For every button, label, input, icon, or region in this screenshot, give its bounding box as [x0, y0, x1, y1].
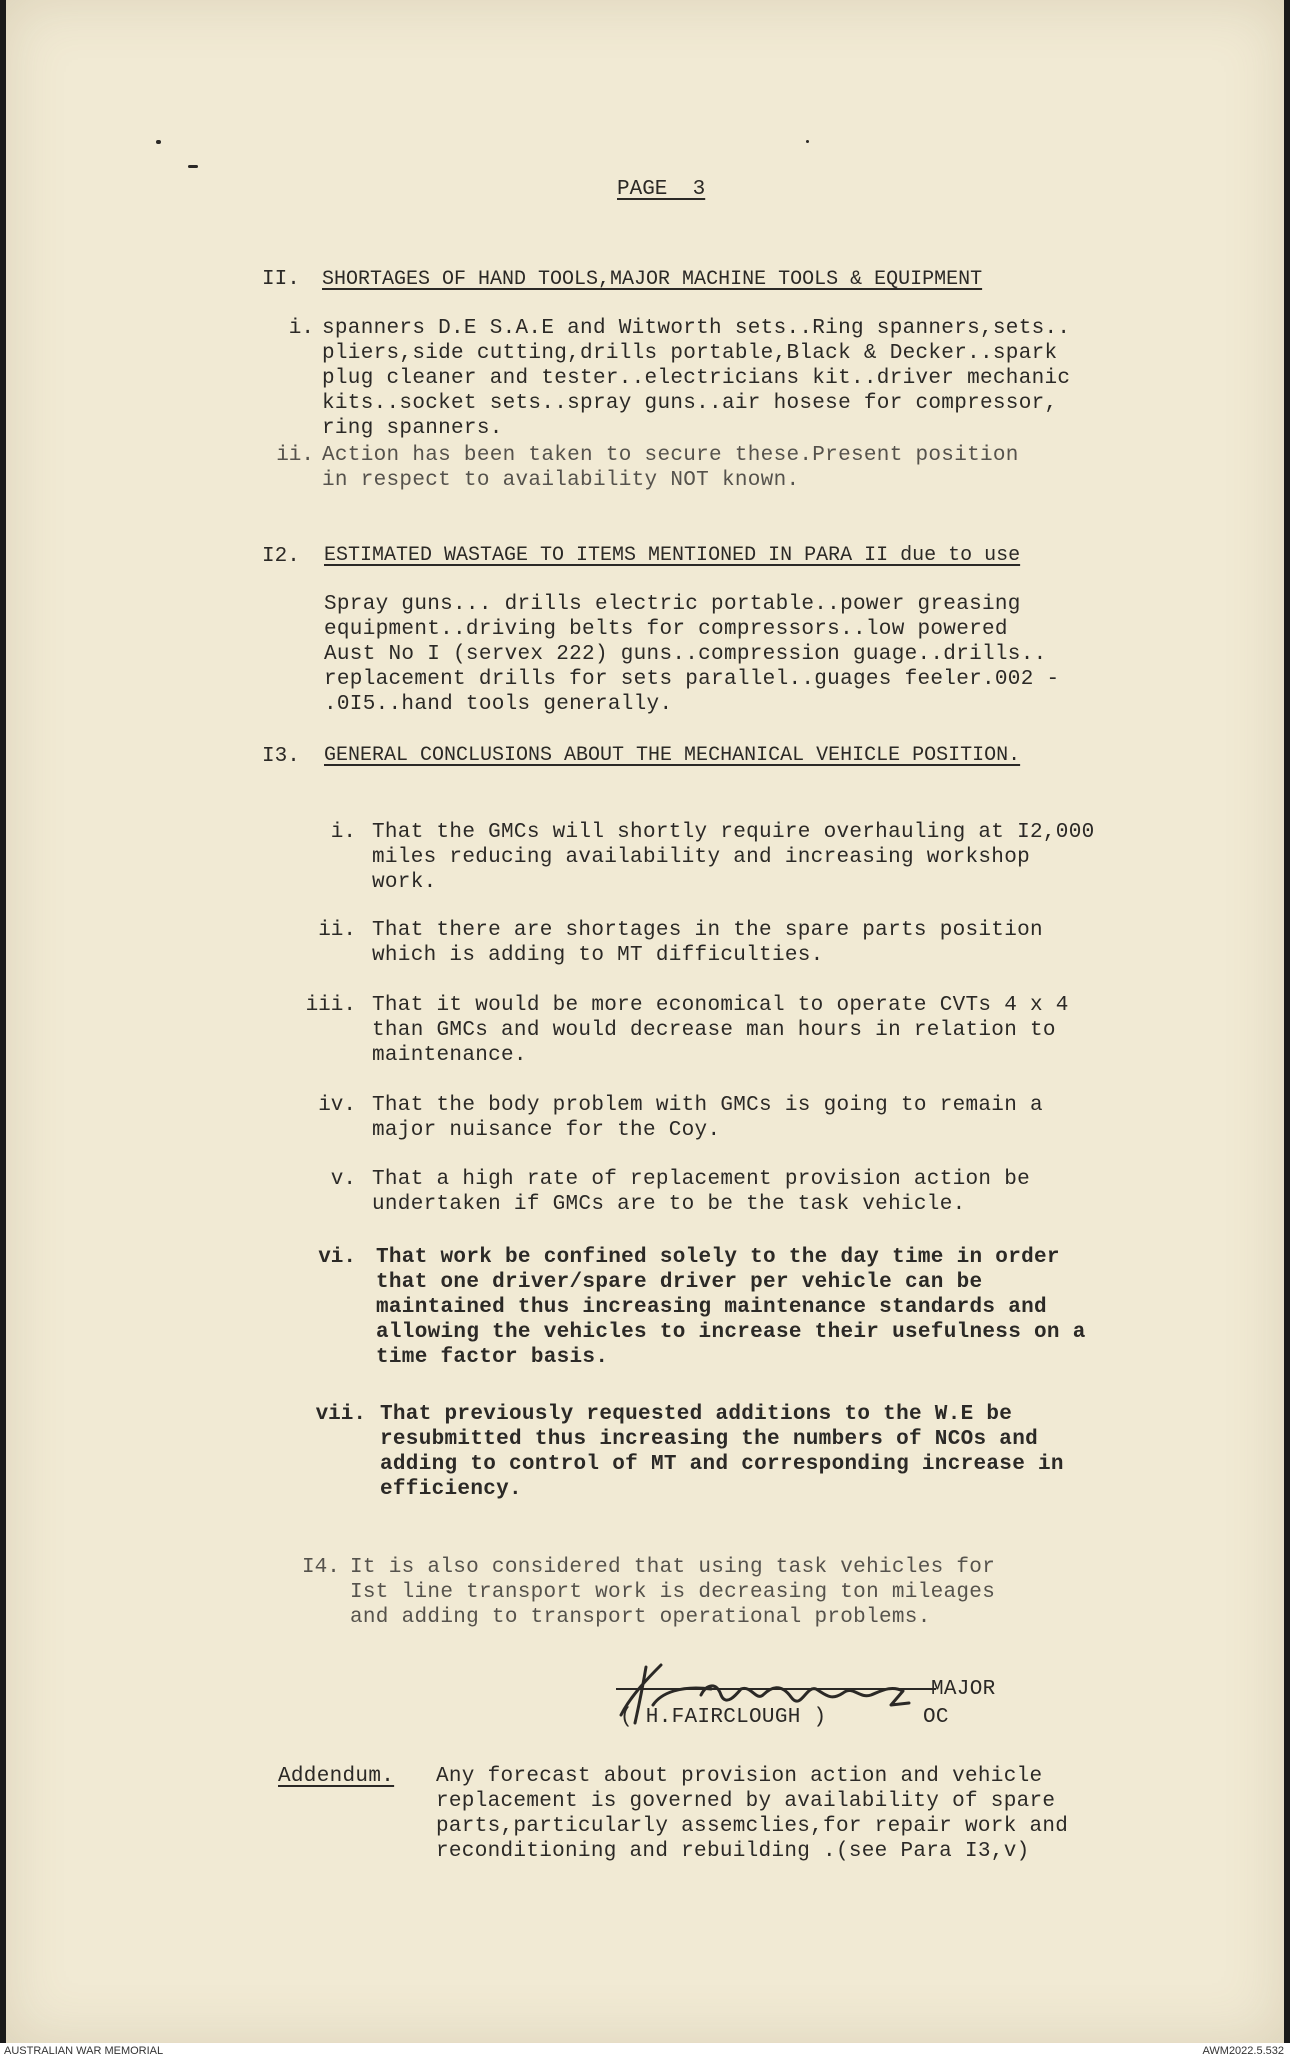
item-line: allowing the vehicles to increase their usefulness on a	[376, 1321, 1086, 1344]
item-line: That the body problem with GMCs is going to remain a	[372, 1094, 1043, 1117]
item-line: kits..socket sets..spray guns..air hosese for compressor,	[322, 392, 1058, 415]
footer-institution: AUSTRALIAN WAR MEMORIAL	[4, 2045, 164, 2057]
item-line: in respect to availability NOT known.	[322, 469, 800, 492]
section-heading: SHORTAGES OF HAND TOOLS,MAJOR MACHINE TOOLS & EQUIPMENT	[322, 268, 983, 291]
item-line: That it would be more economical to operate CVTs 4 x 4	[372, 994, 1069, 1017]
item-line: That there are shortages in the spare parts position	[372, 919, 1043, 942]
item-marker: iii.	[305, 994, 356, 1017]
body-line: Spray guns... drills electric portable..power greasing	[324, 593, 1021, 616]
signatory-role: OC	[923, 1706, 949, 1729]
addendum-line: Any forecast about provision action and vehicle	[436, 1765, 1043, 1788]
paper-speck	[188, 165, 198, 168]
item-line: maintenance.	[372, 1044, 527, 1067]
item-line: which is adding to MT difficulties.	[372, 944, 824, 967]
signature-line	[616, 1688, 936, 1690]
addendum-line: replacement is governed by availability of spare	[436, 1790, 1056, 1813]
body-line: replacement drills for sets parallel..guages feeler.002 -	[324, 668, 1060, 691]
item-marker: vii.	[315, 1403, 366, 1426]
item-marker: iv.	[318, 1094, 356, 1117]
item-line: that one driver/spare driver per vehicle can be	[376, 1271, 983, 1294]
section-number: I3.	[262, 745, 300, 768]
paper-speck	[156, 140, 161, 144]
item-line: Action has been taken to secure these.Present position	[322, 444, 1019, 467]
paper-speck	[806, 140, 809, 143]
item-line: efficiency.	[380, 1478, 522, 1501]
body-line: .0I5..hand tools generally.	[324, 693, 673, 716]
item-marker: v.	[330, 1168, 356, 1191]
item-line: That previously requested additions to the W.E be	[380, 1403, 1013, 1426]
body-line: and adding to transport operational problems.	[350, 1606, 931, 1629]
item-line: That a high rate of replacement provision action be	[372, 1168, 1031, 1191]
section-heading: ESTIMATED WASTAGE TO ITEMS MENTIONED IN PARA II due to use	[324, 544, 1021, 567]
item-line: undertaken if GMCs are to be the task vehicle.	[372, 1193, 966, 1216]
item-line: work.	[372, 871, 437, 894]
item-line: That work be confined solely to the day time in order	[376, 1246, 1060, 1269]
body-line: Ist line transport work is decreasing ton mileages	[350, 1581, 996, 1604]
item-line: than GMCs and would decrease man hours in relation to	[372, 1019, 1056, 1042]
addendum-label: Addendum.	[278, 1765, 395, 1788]
signatory-name: ( H.FAIRCLOUGH )	[620, 1706, 827, 1729]
item-line: pliers,side cutting,drills portable,Black & Decker..spark	[322, 342, 1058, 365]
document-page	[6, 0, 1284, 2043]
section-heading: GENERAL CONCLUSIONS ABOUT THE MECHANICAL VEHICLE POSITION.	[324, 744, 1021, 767]
section-number: I2.	[262, 545, 300, 568]
item-line: adding to control of MT and corresponding increase in	[380, 1453, 1064, 1476]
item-line: ring spanners.	[322, 417, 503, 440]
item-line: That the GMCs will shortly require overhauling at I2,000	[372, 821, 1095, 844]
item-line: resubmitted thus increasing the numbers of NCOs and	[380, 1428, 1039, 1451]
section-number: II.	[262, 268, 300, 291]
item-line: spanners D.E S.A.E and Witworth sets..Ring spanners,sets..	[322, 317, 1071, 340]
body-line: Aust No I (servex 222) guns..compression guage..drills..	[324, 643, 1047, 666]
body-line: It is also considered that using task vehicles for	[350, 1556, 996, 1579]
item-line: major nuisance for the Coy.	[372, 1119, 721, 1142]
addendum-line: reconditioning and rebuilding .(see Para I3,v)	[436, 1840, 1030, 1863]
item-marker: i.	[330, 821, 356, 844]
archive-footer	[0, 2043, 1290, 2061]
signatory-rank: MAJOR	[931, 1678, 996, 1701]
page-label: PAGE 3	[617, 178, 706, 201]
item-marker: vi.	[318, 1246, 356, 1269]
item-marker: i.	[288, 317, 314, 340]
item-line: miles reducing availability and increasing workshop	[372, 846, 1031, 869]
body-line: equipment..driving belts for compressors..low powered	[324, 618, 1008, 641]
item-line: time factor basis.	[376, 1346, 609, 1369]
section-number: I4.	[302, 1556, 340, 1579]
item-marker: ii.	[318, 919, 356, 942]
item-line: plug cleaner and tester..electricians kit..driver mechanic	[322, 367, 1071, 390]
addendum-line: parts,particularly assemclies,for repair work and	[436, 1815, 1069, 1838]
item-line: maintained thus increasing maintenance standards and	[376, 1296, 1047, 1319]
footer-reference: AWM2022.5.532	[1202, 2045, 1284, 2057]
item-marker: ii.	[276, 444, 314, 467]
